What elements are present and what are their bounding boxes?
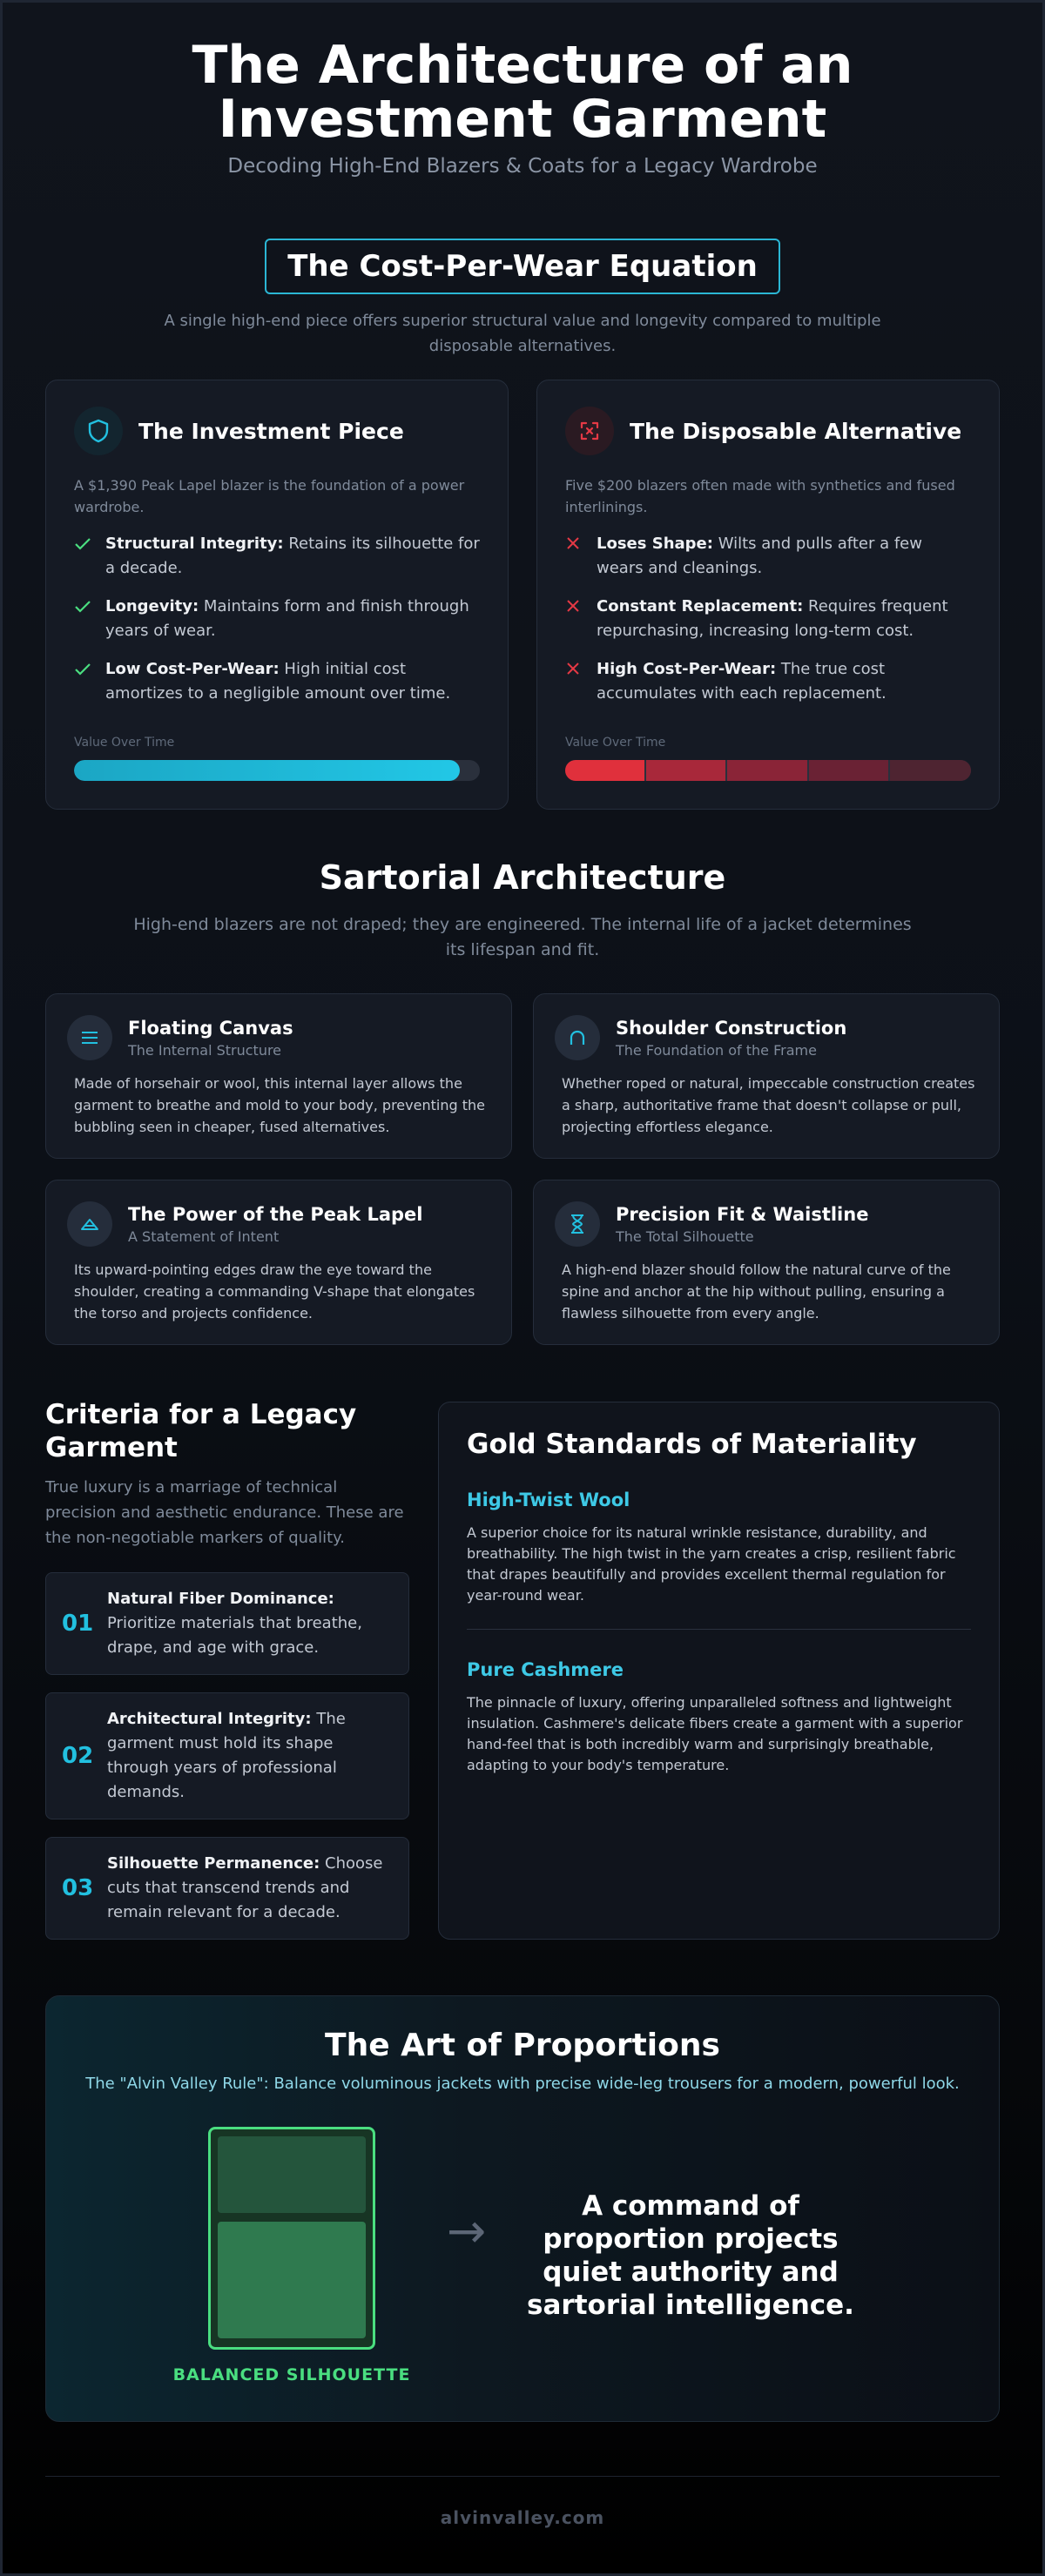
criteria-label: Natural Fiber Dominance: [107,1590,334,1608]
criteria-title: Criteria for a Legacy Garment [45,1399,357,1463]
silhouette-trouser-block [218,2222,366,2338]
material-title: Pure Cashmere [467,1659,624,1680]
investment-value-fill [74,760,460,781]
investment-value-bar [74,760,480,781]
item-label: High Cost-Per-Wear: [597,660,777,678]
page-title-line-2: Investment Garment [218,89,827,150]
feature-shoulder-construction [533,993,1000,1159]
list-item [565,657,971,706]
investment-bar-label: Value Over Time [74,736,175,750]
x-icon [565,657,584,706]
layers-icon [67,1015,112,1060]
silhouette-jacket-block [218,2136,366,2213]
material-text: A superior choice for its natural wrinkle resistance, durability, and breathability. The high twist in the yarn creates a crisp, resilient fabric that drapes beautifully and provides excellent thermal regulation for year-round wear. [467,1524,956,1604]
x-icon [565,595,584,643]
feature-text: A high-end blazer should follow the natural curve of the spine and anchor at the hip without pulling, ensuring a flawless silhouette from every angle. [562,1261,951,1322]
silhouette-label: BALANCED SILHOUETTE [172,2365,411,2384]
item-text: High initial cost amortizes to a negligible amount over time. [105,660,451,703]
feature-text: Its upward-pointing edges draw the eye toward the shoulder, creating a commanding V-shape that elongates the torso and projects confidence. [74,1261,475,1322]
criteria-description: True luxury is a marriage of technical precision and aesthetic endurance. These are the non-negotiable markers of quality. [45,1478,404,1547]
investment-card [45,380,509,810]
footer-brand: alvinvalley.com [440,2507,605,2528]
scatter-icon [565,407,614,455]
disposable-bar-segment [727,760,806,781]
criteria-label: Silhouette Permanence: [107,1854,320,1873]
disposable-card [536,380,1000,810]
disposable-bar-label: Value Over Time [565,736,666,750]
cost-per-wear-description: A single high-end piece offers superior structural value and longevity compared to multiple disposable alternatives. [164,312,881,355]
materiality-title: Gold Standards of Materiality [467,1429,917,1460]
feature-title: Shoulder Construction [616,1017,847,1039]
list-item [74,595,480,643]
sartorial-description: High-end blazers are not draped; they are engineered. The internal life of a jacket determines its lifespan and fit. [133,915,912,959]
proportions-quote: A command of proportion projects quiet authority and sartorial intelligence. [527,2190,854,2321]
proportions-subtitle: The "Alvin Valley Rule": Balance voluminous jackets with precise wide-leg trousers for a modern, powerful look. [85,2075,960,2093]
disposable-value-bar [565,760,971,781]
investment-title: The Investment Piece [138,418,404,444]
check-icon [74,595,93,643]
page-title [0,35,1045,150]
item-label: Low Cost-Per-Wear: [105,660,280,678]
sartorial-title: Sartorial Architecture [319,858,726,897]
criteria-label: Architectural Integrity: [107,1710,312,1728]
proportions-card [45,1995,1000,2422]
check-icon [74,532,93,581]
feature-title: Floating Canvas [128,1017,293,1039]
item-label: Constant Replacement: [597,597,804,615]
item-label: Loses Shape: [597,535,713,553]
x-icon [565,532,584,581]
disposable-bar-segment [809,760,888,781]
criteria-number: 03 [62,1875,94,1901]
item-label: Longevity: [105,597,199,615]
disposable-list [565,532,971,706]
sartorial-section [0,858,1045,963]
disposable-bar-segment [565,760,644,781]
cost-per-wear-title: The Cost-Per-Wear Equation [265,239,780,294]
divider [467,1629,971,1630]
material-title: High-Twist Wool [467,1490,630,1510]
criteria-text: Prioritize materials that breathe, drape, and age with grace. [107,1614,362,1657]
feature-precision-fit [533,1180,1000,1345]
list-item [565,595,971,643]
cost-per-wear-section [0,239,1045,359]
criteria-item [45,1692,409,1819]
page-subtitle: Decoding High-End Blazers & Coats for a Legacy Wardrobe [227,155,818,178]
page-header [0,35,1045,178]
criteria-item [45,1572,409,1675]
material-text: The pinnacle of luxury, offering unparalleled softness and lightweight insulation. Cashmere's delicate fibers create a garment with a superior hand-feel that is both incredibly warm and surprisingly breathable, adapting to your body's temperature. [467,1694,963,1773]
list-item [74,532,480,581]
disposable-title: The Disposable Alternative [630,418,962,444]
footer-divider [45,2476,1000,2477]
materiality-card [438,1402,1000,1940]
investment-lead: A $1,390 Peak Lapel blazer is the foundation of a power wardrobe. [74,477,465,515]
criteria-text: The garment must hold its shape through years of professional demands. [107,1710,346,1801]
check-icon [74,657,93,706]
feature-title: Precision Fit & Waistline [616,1203,869,1225]
disposable-lead: Five $200 blazers often made with synthetics and fused interlinings. [565,477,955,515]
feature-text: Made of horsehair or wool, this internal layer allows the garment to breathe and mold to your body, preventing the bubbling seen in cheaper, fused alternatives. [74,1075,485,1135]
proportions-title: The Art of Proportions [325,2028,720,2063]
feature-peak-lapel [45,1180,512,1345]
page-title-line-1: The Architecture of an [192,35,853,96]
item-label: Structural Integrity: [105,535,284,553]
feature-floating-canvas [45,993,512,1159]
feature-subtitle: A Statement of Intent [128,1227,280,1245]
hourglass-icon [555,1201,600,1247]
shield-icon [74,407,123,455]
feature-subtitle: The Foundation of the Frame [616,1041,817,1059]
criteria-item [45,1837,409,1940]
feature-subtitle: The Total Silhouette [616,1227,754,1245]
criteria-number: 02 [62,1743,94,1769]
silhouette-graphic [208,2127,375,2350]
arch-icon [555,1015,600,1060]
item-text: Wilts and pulls after a few wears and cleanings. [597,535,922,577]
criteria-number: 01 [62,1611,94,1637]
item-text: The true cost accumulates with each replacement. [597,660,887,703]
feature-text: Whether roped or natural, impeccable construction creates a sharp, authoritative frame that doesn't collapse or pull, projecting effortless elegance. [562,1075,975,1135]
list-item [565,532,971,581]
criteria-text: Choose cuts that transcend trends and remain relevant for a decade. [107,1854,383,1921]
arrow-right-icon: → [447,2203,487,2258]
item-text: Maintains form and finish through years of wear. [105,597,469,640]
feature-title: The Power of the Peak Lapel [128,1203,423,1225]
investment-list [74,532,480,706]
item-text: Retains its silhouette for a decade. [105,535,480,577]
list-item [74,657,480,706]
disposable-bar-segment [890,760,971,781]
triangle-icon [67,1201,112,1247]
disposable-bar-segment [646,760,725,781]
feature-subtitle: The Internal Structure [128,1041,282,1059]
item-text: Requires frequent repurchasing, increasing long-term cost. [597,597,948,640]
